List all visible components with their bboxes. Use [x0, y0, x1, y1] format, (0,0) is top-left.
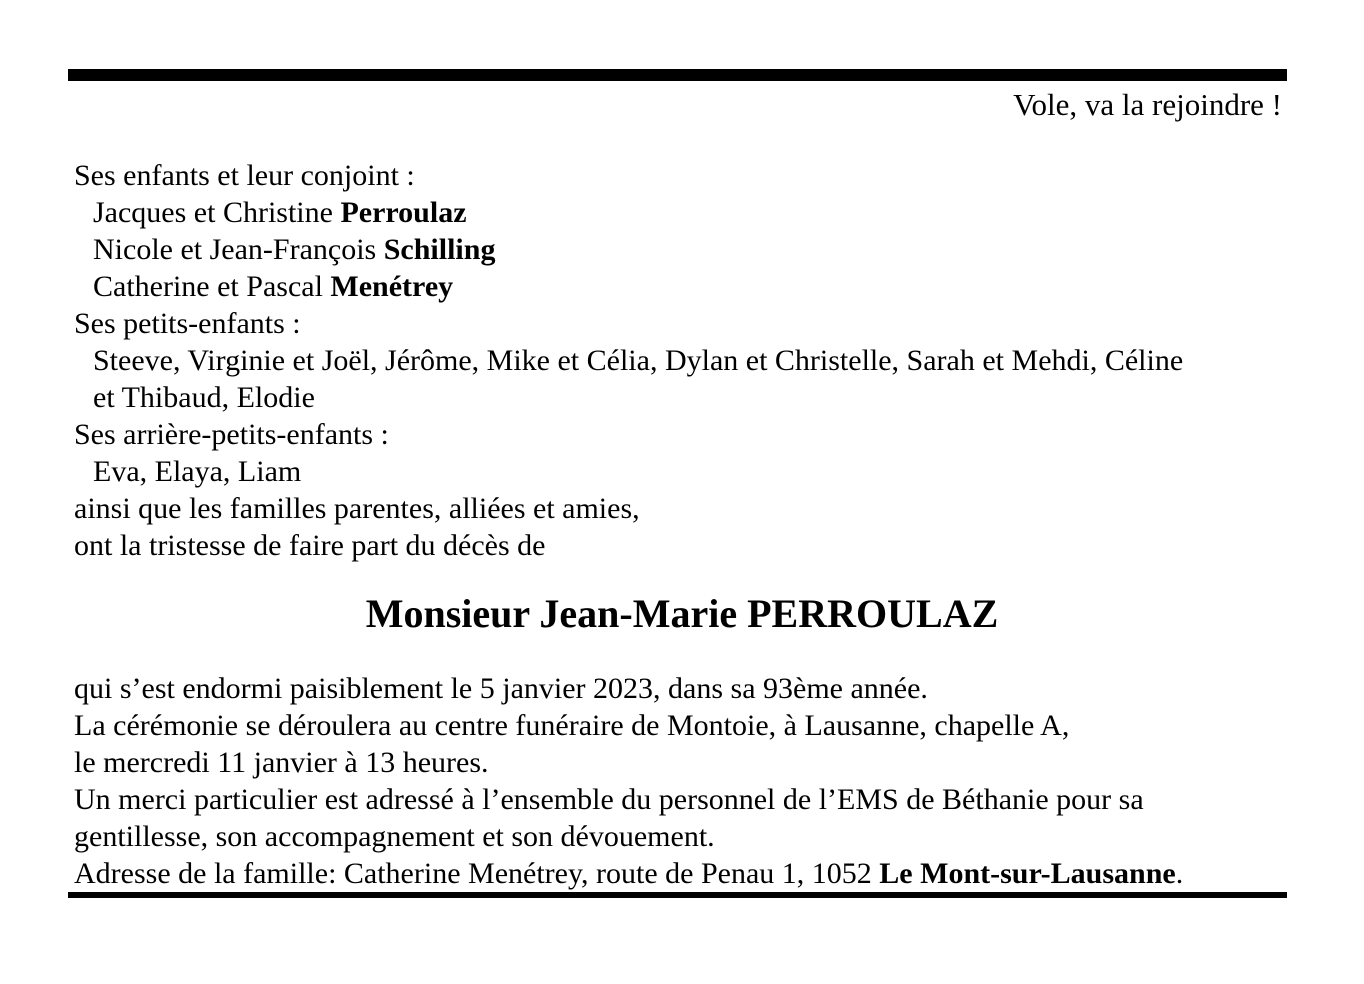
thanks-continuation-line: gentillesse, son accompagnement et son dévouement.: [74, 820, 715, 853]
child-names: Jacques et Christine: [93, 196, 341, 229]
child-line: [74, 194, 1183, 231]
related-families-line: ainsi que les familles parentes, alliées et amies,: [74, 492, 640, 525]
address-locality: Le Mont-sur-Lausanne: [879, 857, 1176, 890]
child-names: Catherine et Pascal: [93, 270, 331, 303]
child-surname: Schilling: [383, 233, 496, 266]
child-surname: Perroulaz: [340, 196, 467, 229]
great-grandchildren-intro-line: Ses arrière-petits-enfants :: [74, 418, 389, 451]
children-intro-line: Ses enfants et leur conjoint :: [74, 159, 415, 192]
deceased-name: Monsieur Jean-Marie PERROULAZ: [365, 591, 999, 636]
top-rule: [68, 69, 1287, 81]
child-names: Nicole et Jean-François: [93, 233, 384, 266]
death-date-line: qui s’est endormi paisiblement le 5 janvier 2023, dans sa 93ème année.: [74, 672, 928, 705]
ceremony-location-line: La cérémonie se déroulera au centre funéraire de Montoie, à Lausanne, chapelle A,: [74, 709, 1070, 742]
child-line: [74, 268, 1183, 305]
family-block: [74, 157, 1183, 564]
grandchildren-names-line: Steeve, Virginie et Joël, Jérôme, Mike et Célia, Dylan et Christelle, Sarah et Mehdi, Céline: [93, 344, 1184, 377]
grandchildren-intro-line: Ses petits-enfants :: [74, 307, 301, 340]
details-block: [74, 670, 1183, 892]
child-surname: Menétrey: [330, 270, 454, 303]
child-line: [74, 231, 1183, 268]
great-grandchildren-names-line: Eva, Elaya, Liam: [93, 455, 302, 488]
bottom-rule: [68, 892, 1287, 898]
address-period: .: [1175, 857, 1184, 890]
ceremony-time-line: le mercredi 11 janvier à 13 heures.: [74, 746, 489, 779]
epigraph-text: Vole, va la rejoindre !: [1013, 87, 1282, 122]
announcement-line: ont la tristesse de faire part du décès de: [74, 529, 546, 562]
thanks-line: Un merci particulier est adressé à l’ensemble du personnel de l’EMS de Béthanie pour sa: [74, 783, 1144, 816]
address-text: Adresse de la famille: Catherine Menétrey, route de Penau 1, 1052: [74, 857, 880, 890]
family-address-line: [74, 855, 1183, 892]
grandchildren-names-continuation-line: et Thibaud, Elodie: [93, 381, 315, 414]
